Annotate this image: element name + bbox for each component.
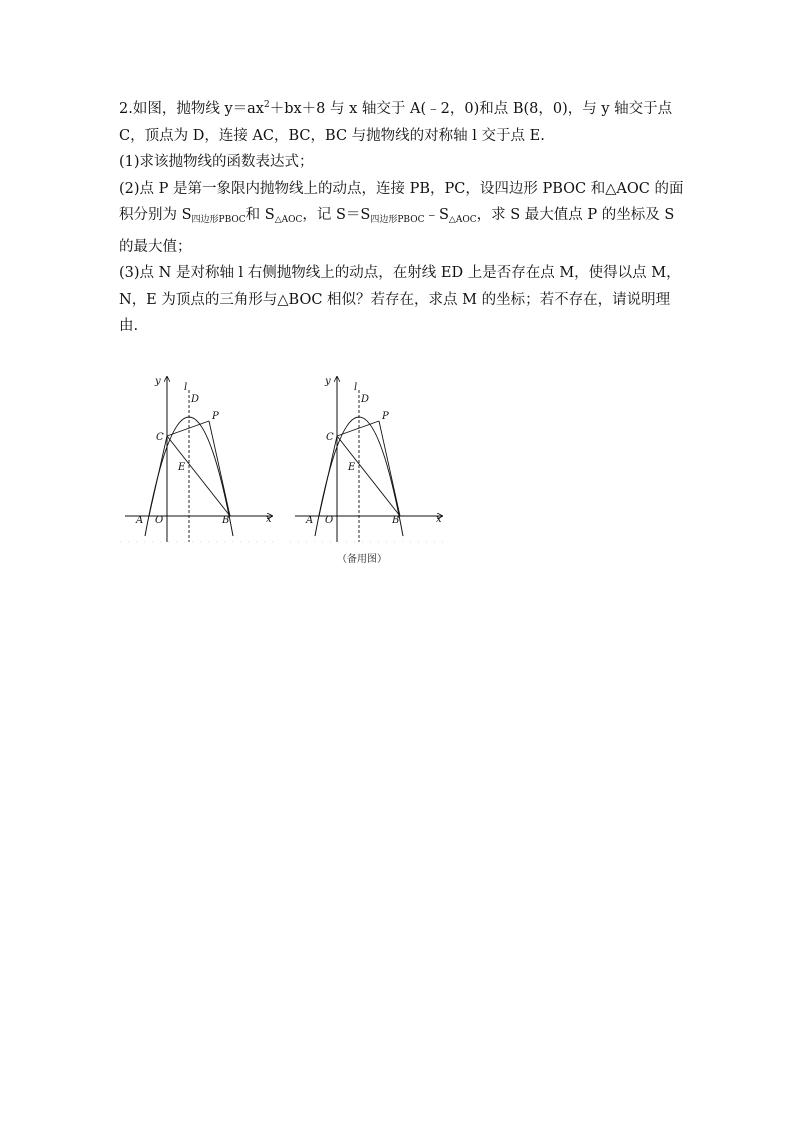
label-e: E [348, 462, 356, 473]
segment-cb [167, 436, 230, 516]
label-c: C [326, 432, 334, 443]
label-y: y [325, 376, 331, 387]
figure-main-svg [120, 372, 280, 547]
figure-main [120, 372, 280, 551]
problem-text [119, 92, 703, 340]
problem-line-2: C，顶点为 D，连接 AC，BC，BC 与抛物线的对称轴 l 交于点 E. [119, 127, 545, 144]
label-l: l [184, 382, 188, 393]
label-x: x [436, 514, 442, 525]
part-2-line-1: (2)点 P 是第一象限内抛物线上的动点，连接 PB，PC，设四边形 PBOC 和△AOC 的面 [119, 180, 684, 197]
segment-pb [209, 421, 230, 516]
part-2-line-2: 积分别为 $S_{四边形PBOC}$和 $S_{\triangle AOC}$，记 $S=S_{四边形PBOC}﹣S_{\triangle AOC}$，求 S 最大值点 P 的坐标及 S [119, 207, 675, 225]
label-p: P [382, 411, 389, 422]
part-3-line-3: 由. [119, 318, 139, 334]
segment-ac [149, 436, 167, 516]
part-3-line-1: (3)点 N 是对称轴 l 右侧抛物线上的动点，在射线 ED 上是否存在点 M，使得以点 M， [119, 265, 681, 281]
segment-cb [337, 436, 400, 516]
label-p: P [212, 411, 219, 422]
label-d: D [361, 394, 370, 405]
label-c: C [156, 432, 164, 443]
label-x: x [266, 514, 272, 525]
label-o: O [325, 515, 334, 526]
part-3-line-2: N，E 为顶点的三角形与△BOC 相似？若存在，求点 M 的坐标；若不存在，请说明理 [119, 291, 671, 308]
label-a: A [136, 515, 144, 526]
figure-caption: （备用图） [337, 554, 387, 565]
part-2-line-3: 的最大值； [119, 238, 192, 255]
segment-ac [319, 436, 337, 516]
figure-spare-svg [290, 372, 450, 547]
figure-spare [290, 372, 450, 551]
label-b: B [222, 515, 230, 526]
label-b: B [392, 515, 400, 526]
label-l: l [354, 382, 358, 393]
segment-pb [379, 421, 400, 516]
label-o: O [155, 515, 164, 526]
label-y: y [155, 376, 161, 387]
problem-line-1: 2.如图，抛物线 $y=ax^2+bx+8$ 与 x 轴交于 A(﹣2，0)和点 B(8，0)，与 y 轴交于点 [119, 100, 673, 117]
label-e: E [178, 462, 186, 473]
part-1: (1)求该抛物线的函数表达式； [119, 154, 314, 170]
label-a: A [306, 515, 314, 526]
label-d: D [191, 394, 200, 405]
